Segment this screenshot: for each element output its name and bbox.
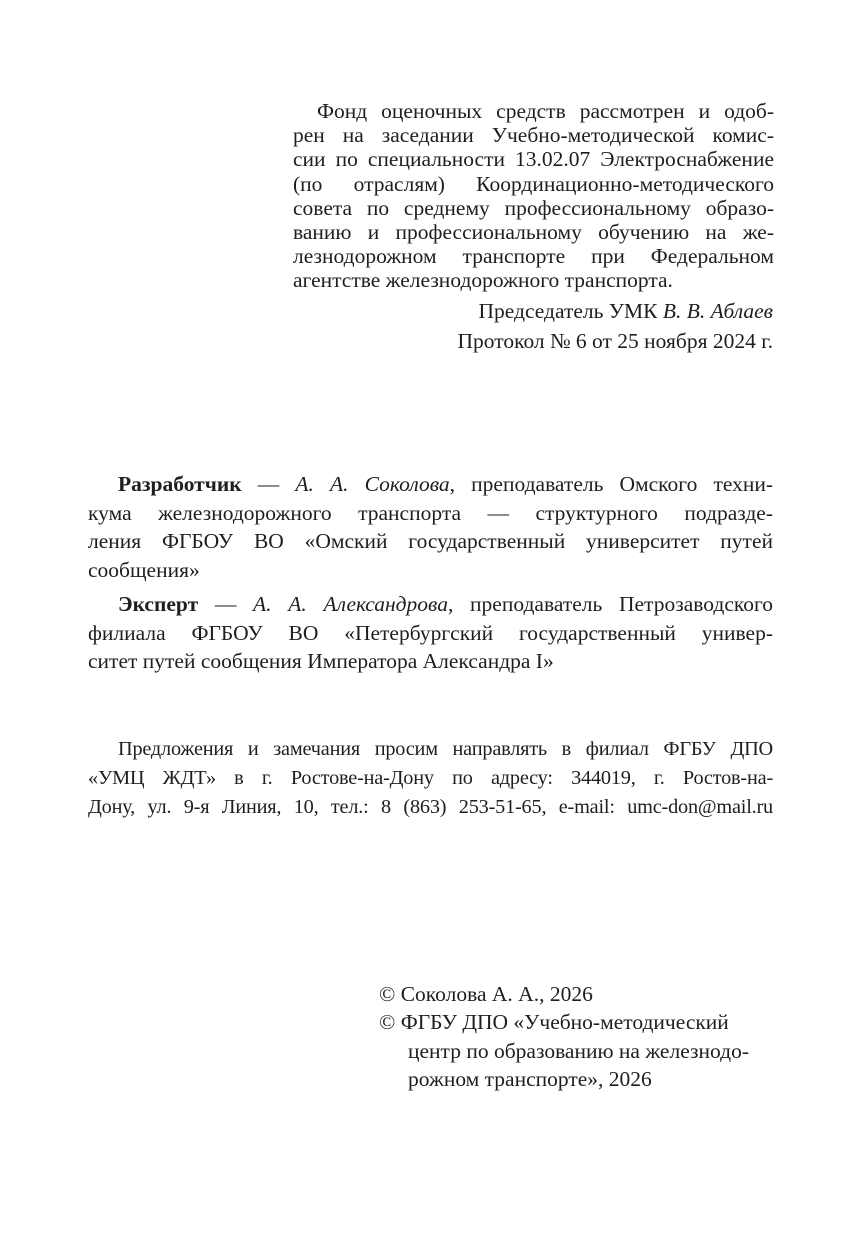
developer-name: А. А. Соколова [295, 472, 450, 496]
feedback-line: «УМЦ ЖДТ» в г. Ростове-на-Дону по адресу: 344019, г. Ростов-на- [88, 766, 773, 789]
developer-line: ления ФГБОУ ВО «Омский государственный университет путей [88, 529, 773, 554]
expert-line: филиала ФГБОУ ВО «Петербургский государственный универ- [88, 620, 773, 645]
approval-line: ванию и профессиональному обучению на же- [293, 220, 774, 245]
expert-label: Эксперт [118, 592, 199, 616]
expert-line: ситет путей сообщения Императора Александра I» [88, 649, 554, 674]
approval-line: Фонд оценочных средств рассмотрен и одоб- [317, 99, 774, 123]
copyright-line: © Соколова А. А., 2026 [379, 982, 593, 1006]
chairman-line [88, 299, 773, 323]
developer-line: кума железнодорожного транспорта — структурного подразде- [88, 500, 773, 525]
approval-paragraph [293, 99, 774, 293]
copyright-line: центр по образованию на железнодо- [408, 1038, 749, 1063]
protocol-line: Протокол № 6 от 25 ноября 2024 г. [457, 329, 773, 353]
approval-line: совета по среднему профессиональному образо- [293, 195, 774, 220]
approval-line: лезнодорожном транспорте при Федеральном [293, 244, 774, 269]
chairman-title: Председатель УМК [478, 299, 663, 323]
copyright-block [379, 980, 749, 1094]
developer-label: Разработчик [118, 472, 242, 496]
copyright-line: © ФГБУ ДПО «Учебно-методический [379, 1010, 729, 1035]
copyright-line: рожном транспорте», 2026 [408, 1067, 652, 1092]
expert-paragraph [88, 590, 773, 676]
feedback-paragraph [88, 735, 773, 821]
developer-paragraph [88, 470, 773, 584]
expert-dash: — [198, 592, 254, 616]
expert-line-rest: , преподаватель Петрозаводского [447, 592, 774, 616]
developer-line: сообщения» [88, 557, 200, 582]
developer-dash: — [241, 472, 296, 496]
expert-name: А. А. Александрова [253, 592, 448, 616]
approval-line: рен на заседании Учебно-методической комис- [293, 123, 774, 148]
feedback-line: Дону, ул. 9-я Линия, 10, тел.: 8 (863) 253-51-65, e-mail: umc-don@mail.ru [88, 795, 773, 818]
chairman-name: В. В. Аблаев [662, 299, 773, 323]
feedback-line: Предложения и замечания просим направлять в филиал ФГБУ ДПО [118, 738, 773, 760]
approval-line: (по отраслям) Координационно-методического [293, 171, 774, 196]
approval-line: агентстве железнодорожного транспорта. [293, 268, 673, 293]
expert-first-line [88, 590, 773, 619]
developer-line-rest: , преподаватель Омского техни- [449, 472, 774, 496]
developer-first-line [88, 470, 773, 499]
approval-line: сии по специальности 13.02.07 Электроснабжение [293, 147, 774, 172]
